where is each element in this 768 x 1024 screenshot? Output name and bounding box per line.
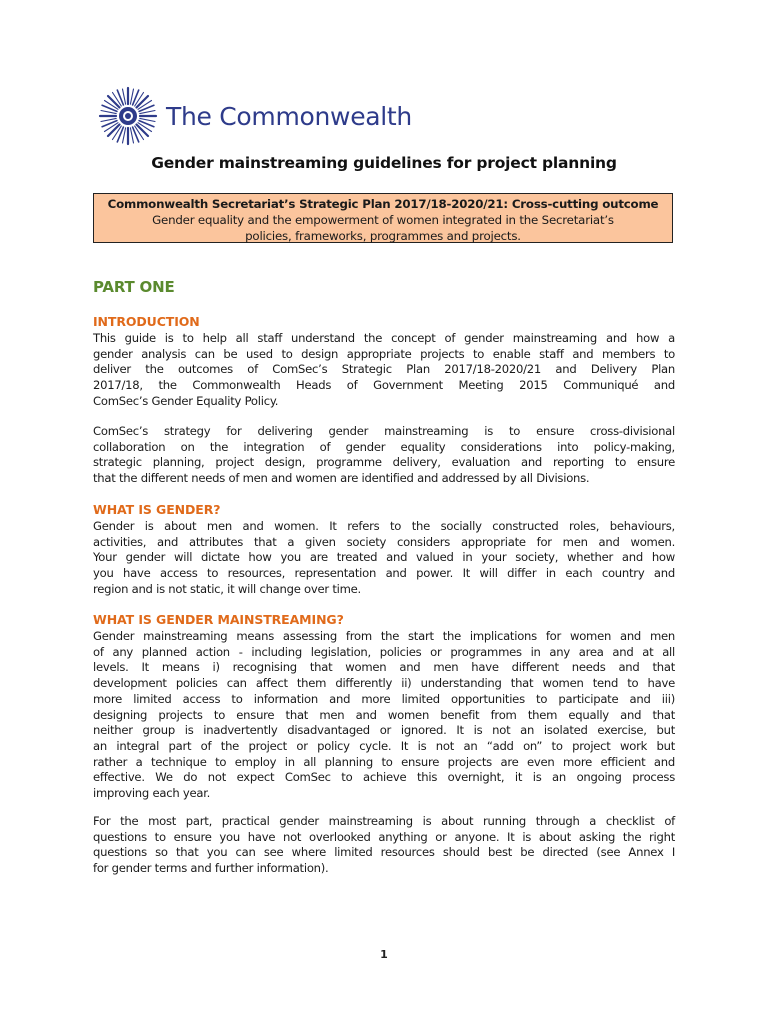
box-text-line: Gender equality and the empowerment of women integrated in the Secretariat’s	[152, 213, 614, 227]
paragraph	[93, 519, 675, 598]
text-line: deliver the outcomes of ComSec’s Strategic Plan 2017/18-2020/21 and Delivery Plan	[93, 362, 675, 377]
paragraph	[93, 331, 675, 410]
text-line: questions to ensure you have not overlooked anything or anyone. It is about asking the right	[93, 829, 675, 844]
text-line: development policies can affect them differently ii) understanding that women tend to have	[93, 676, 675, 691]
text-line: Gender mainstreaming means assessing from the start the implications for women and men	[93, 629, 675, 643]
paragraph	[93, 629, 675, 802]
text-line: you have access to resources, representation and power. It will differ in each country and	[93, 566, 675, 581]
strategic-plan-box	[93, 193, 673, 243]
text-line: that the different needs of men and women are identified and addressed by all Divisions.	[93, 471, 590, 486]
text-line: Gender is about men and women. It refers to the socially constructed roles, behaviours,	[93, 519, 675, 533]
box-heading: Commonwealth Secretariat’s Strategic Plan 2017/18-2020/21: Cross-cutting outcome	[107, 197, 659, 211]
text-line: For the most part, practical gender mainstreaming is about running through a checklist of	[93, 814, 675, 828]
text-line: rather a technique to employ in all planning to ensure projects are even more efficient and	[93, 754, 675, 769]
text-line: gender analysis can be used to design appropriate projects to enable staff and members to	[93, 346, 675, 361]
section-heading-gender-mainstreaming: WHAT IS GENDER MAINSTREAMING?	[93, 612, 344, 627]
text-line: Your gender will dictate how you are treated and valued in your society, whether and how	[93, 550, 675, 565]
section-heading-introduction: INTRODUCTION	[93, 314, 200, 329]
text-line: for gender terms and further information).	[93, 861, 329, 876]
text-line: collaboration on the integration of gender equality considerations into policy-making,	[93, 439, 675, 454]
text-line: more limited access to information and more limited opportunities to participate and iii)	[93, 691, 675, 706]
text-line: This guide is to help all staff understand the concept of gender mainstreaming and how a	[93, 331, 675, 345]
text-line: strategic planning, project design, programme delivery, evaluation and reporting to ensure	[93, 455, 675, 470]
text-line: effective. We do not expect ComSec to achieve this overnight, it is an ongoing process	[93, 770, 675, 785]
text-line: an integral part of the project or policy cycle. It is not an “add on” to project work but	[93, 738, 675, 753]
logo-wordmark: The Commonwealth	[166, 101, 412, 131]
page-number: 1	[380, 948, 388, 961]
text-line: neither group is inadvertently disadvantaged or ignored. It is not an isolated exercise, but	[93, 723, 675, 738]
text-line: improving each year.	[93, 786, 211, 801]
document-title: Gender mainstreaming guidelines for project planning	[151, 154, 617, 172]
text-line: region and is not static, it will change over time.	[93, 581, 361, 596]
text-line: questions so that you can see where limited resources should best be directed (see Annex I	[93, 845, 675, 860]
text-line: designing projects to ensure that men and women benefit from them equally and that	[93, 707, 675, 722]
commonwealth-logo	[96, 84, 412, 148]
commonwealth-globe-icon	[96, 84, 160, 148]
box-text-line: policies, frameworks, programmes and projects.	[245, 229, 521, 243]
text-line: activities, and attributes that a given society considers appropriate for men and women.	[93, 534, 675, 549]
text-line: levels. It means i) recognising that women and men have different needs and that	[93, 660, 675, 675]
text-line: ComSec’s strategy for delivering gender mainstreaming is to ensure cross-divisional	[93, 424, 675, 438]
text-line: of any planned action - including legislation, policies or programmes in any area and at all	[93, 644, 675, 659]
paragraph	[93, 424, 675, 487]
text-line: 2017/18, the Commonwealth Heads of Government Meeting 2015 Communiqué and	[93, 378, 675, 393]
paragraph	[93, 814, 675, 877]
part-heading: PART ONE	[93, 278, 175, 296]
section-heading-what-is-gender: WHAT IS GENDER?	[93, 502, 221, 517]
text-line: ComSec’s Gender Equality Policy.	[93, 393, 279, 408]
